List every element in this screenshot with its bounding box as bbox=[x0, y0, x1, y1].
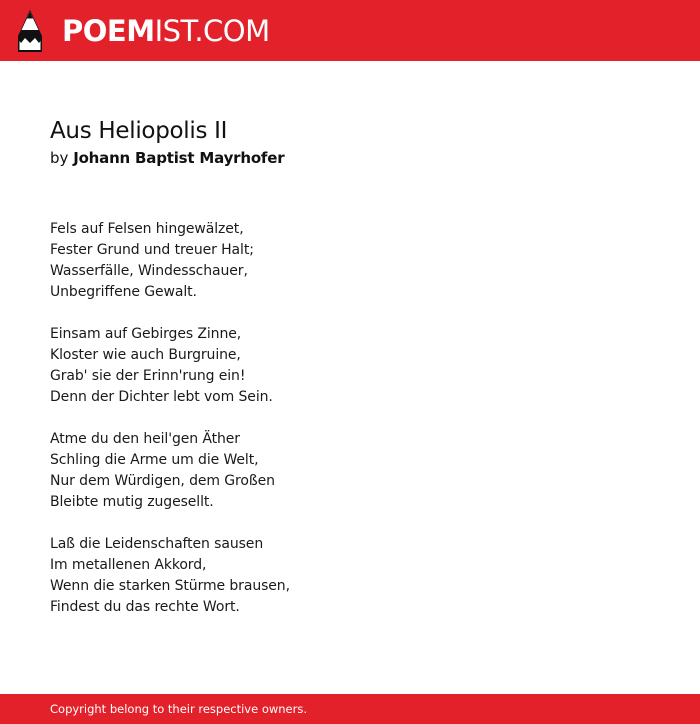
pencil-icon bbox=[18, 10, 42, 52]
site-logo-text bbox=[62, 10, 270, 52]
poem-line: Laß die Leidenschaften sausen bbox=[50, 536, 264, 552]
stanza-4 bbox=[50, 534, 650, 618]
poem-content bbox=[50, 116, 650, 639]
poem-line: Atme du den heil'gen Äther bbox=[50, 431, 240, 447]
poem-line: Im metallenen Akkord, bbox=[50, 557, 207, 573]
poem-line: Bleibte mutig zugesellt. bbox=[50, 494, 214, 510]
poem-line: Wasserfälle, Windesschauer, bbox=[50, 263, 248, 279]
poem-line: Unbegriffene Gewalt. bbox=[50, 284, 197, 300]
poem-title: Aus Heliopolis II bbox=[50, 118, 228, 144]
poem-line: Kloster wie auch Burgruine, bbox=[50, 347, 241, 363]
poem-line: Nur dem Würdigen, dem Großen bbox=[50, 473, 275, 489]
poem-line: Findest du das rechte Wort. bbox=[50, 599, 240, 615]
stanza-1 bbox=[50, 219, 650, 303]
poem-body bbox=[50, 219, 650, 618]
site-footer bbox=[0, 694, 700, 724]
logo-text-light: IST.COM bbox=[154, 14, 270, 48]
author-name: Johann Baptist Mayrhofer bbox=[73, 149, 285, 167]
copyright-text: Copyright belong to their respective owners. bbox=[50, 702, 308, 716]
poem-line: Einsam auf Gebirges Zinne, bbox=[50, 326, 242, 342]
byline bbox=[50, 147, 650, 169]
site-logo-link[interactable] bbox=[18, 10, 270, 52]
byline-label: by bbox=[50, 149, 69, 167]
poem-line: Schling die Arme um die Welt, bbox=[50, 452, 259, 468]
site-header bbox=[0, 0, 700, 61]
poem-line: Grab' sie der Erinn'rung ein! bbox=[50, 368, 246, 384]
stanza-3 bbox=[50, 429, 650, 513]
poem-line: Wenn die starken Stürme brausen, bbox=[50, 578, 290, 594]
poem-line: Fester Grund und treuer Halt; bbox=[50, 242, 254, 258]
poem-line: Denn der Dichter lebt vom Sein. bbox=[50, 389, 273, 405]
poem-line: Fels auf Felsen hingewälzet, bbox=[50, 221, 244, 237]
logo-text-bold: POEM bbox=[62, 14, 155, 48]
stanza-2 bbox=[50, 324, 650, 408]
